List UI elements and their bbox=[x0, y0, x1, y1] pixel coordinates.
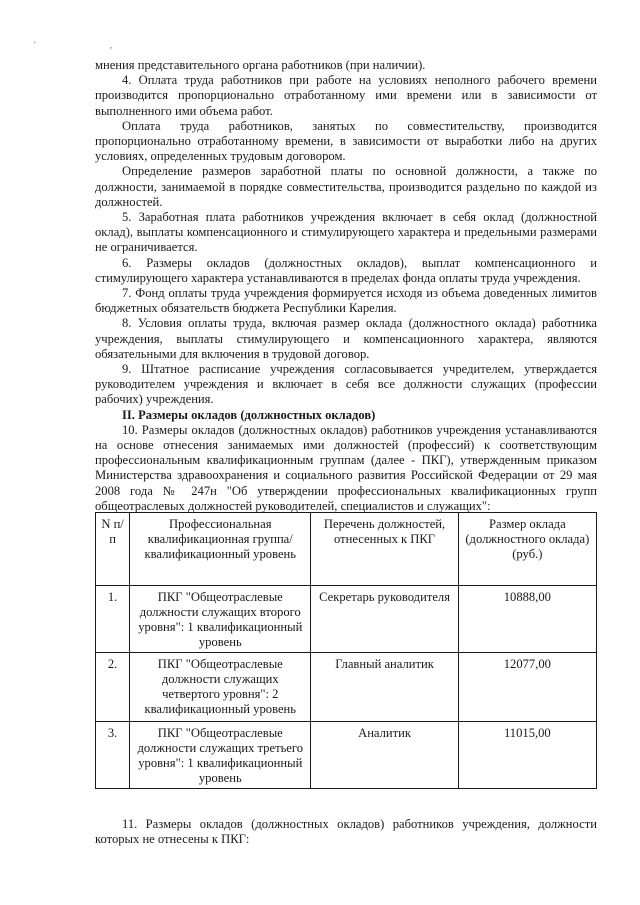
footer-text bbox=[95, 817, 597, 847]
section-heading: II. Размеры окладов (должностных окладов) bbox=[122, 407, 376, 422]
row-number: 2. bbox=[96, 653, 130, 722]
header-number: N п/п bbox=[96, 513, 130, 586]
row-position: Главный аналитик bbox=[311, 653, 458, 722]
body-text bbox=[95, 58, 597, 514]
paragraph: 8. Условия оплаты труда, включая размер оклада (должностного оклада) работника учреждения, выплаты стимулирующего и компенсационного характера, являются обязательными для включения в трудовой договор. bbox=[95, 316, 597, 361]
paragraph: 5. Заработная плата работников учреждения включает в себя оклад (должностной оклад), выплаты компенсационного и стимулирующего характера и предельными размерами не ограничивается. bbox=[95, 210, 597, 255]
row-number: 3. bbox=[96, 722, 130, 789]
row-group: ПКГ "Общеотраслевые должности служащих четвертого уровня": 2 квалификационный уровень bbox=[130, 653, 311, 722]
row-salary: 12077,00 bbox=[458, 653, 596, 722]
row-group: ПКГ "Общеотраслевые должности служащих третьего уровня": 1 квалификационный уровень bbox=[130, 722, 311, 789]
table-row bbox=[96, 586, 597, 653]
row-salary: 10888,00 bbox=[458, 586, 596, 653]
header-group: Профессиональная квалификационная группа/квалификационный уровень bbox=[130, 513, 311, 586]
paragraph: 7. Фонд оплаты труда учреждения формируется исходя из объема доведенных лимитов бюджетных обязательств бюджета Республики Карелия. bbox=[95, 286, 597, 316]
row-position: Секретарь руководителя bbox=[311, 586, 458, 653]
header-positions: Перечень должностей, отнесенных к ПКГ bbox=[311, 513, 458, 586]
paragraph: мнения представительного органа работников (при наличии). bbox=[95, 58, 426, 72]
table-header-row bbox=[96, 513, 597, 586]
paragraph: Оплата труда работников, занятых по совместительству, производится пропорционально отработанному времени, в зависимости от выработки либо на других условиях, определенных трудовым договором. bbox=[95, 118, 597, 164]
scan-specks: ' , bbox=[34, 40, 149, 50]
row-salary: 11015,00 bbox=[458, 722, 596, 789]
salary-table bbox=[95, 512, 597, 789]
paragraph: 4. Оплата труда работников при работе на условиях неполного рабочего времени производится пропорционально отработанному ими времени или в зависимости от выполненного ими объема работ. bbox=[95, 73, 597, 118]
row-number: 1. bbox=[96, 586, 130, 653]
paragraph-11: 11. Размеры окладов (должностных окладов) работников учреждения, должности которых не отнесены к ПКГ: bbox=[95, 817, 597, 847]
table-row bbox=[96, 722, 597, 789]
paragraph: 6. Размеры окладов (должностных окладов), выплат компенсационного и стимулирующего характера устанавливаются в пределах фонда оплаты труда учреждения. bbox=[95, 255, 597, 285]
paragraph: Определение размеров заработной платы по основной должности, а также по должности, занимаемой в порядке совместительства, производится раздельно по каждой из должностей. bbox=[95, 164, 597, 209]
row-position: Аналитик bbox=[311, 722, 458, 789]
paragraph: 9. Штатное расписание учреждения согласовывается учредителем, утверждается руководителем учреждения и включает в себя все должности служащих (профессии рабочих) учреждения. bbox=[95, 362, 597, 407]
paragraph-10: 10. Размеры окладов (должностных окладов) работников учреждения устанавливаются на основе отнесения занимаемых ими должностей (профессий) к соответствующим профессиональным квалификационным группам (далее - ПКГ), утвержденным приказом Министерства здравоохранения и социального развития Российской Федерации от 29 мая 2008 года № 247н "Об утверждении профессиональных квалификационных групп общеотраслевых должностей руководителей, специалистов и служащих": bbox=[95, 422, 597, 513]
table-row bbox=[96, 653, 597, 722]
header-salary: Размер оклада (должностного оклада) (руб.) bbox=[458, 513, 596, 586]
row-group: ПКГ "Общеотраслевые должности служащих второго уровня": 1 квалификационный уровень bbox=[130, 586, 311, 653]
